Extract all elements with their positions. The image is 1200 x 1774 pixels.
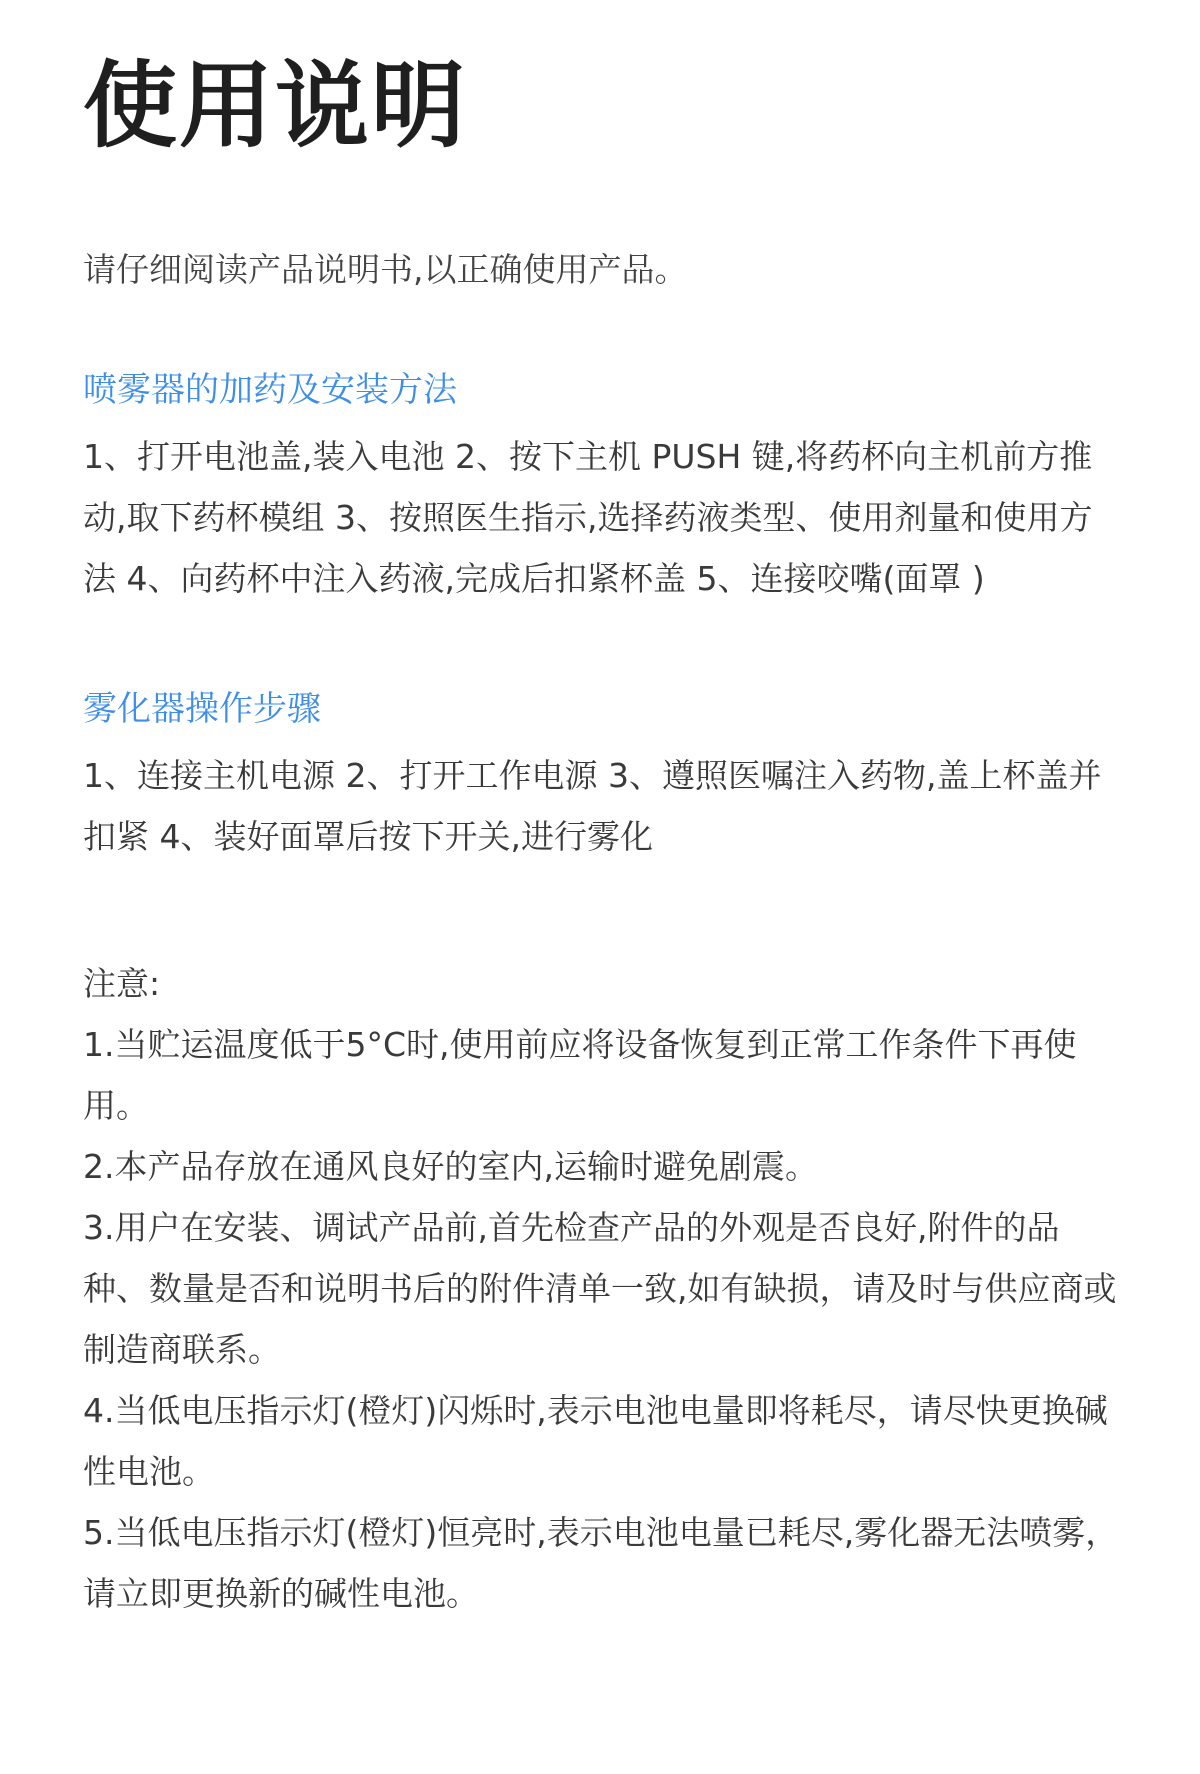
note-item: 2.本产品存放在通风良好的室内,运输时避免剧震。 [83, 1147, 818, 1186]
install-section-heading: 喷雾器的加药及安装方法 [83, 370, 457, 410]
operation-section-heading: 雾化器操作步骤 [83, 689, 321, 729]
note-item: 4.当低电压指示灯(橙灯)闪烁时,表示电池电量即将耗尽，请尽快更换碱性电池。 [83, 1391, 1108, 1491]
note-item: 1.当贮运温度低于5°C时,使用前应将设备恢复到正常工作条件下再使用。 [83, 1025, 1077, 1125]
notes-list [83, 1014, 1120, 1624]
install-section-body: 1、打开电池盖,装入电池 2、按下主机 PUSH 键,将药杯向主机前方推动,取下药杯模组 3、按照医生指示,选择药液类型、使用剂量和使用方法 4、向药杯中注入药液,完成后扣紧杯盖 5、连接咬嘴(面罩 ) [83, 437, 1093, 598]
intro-text: 请仔细阅读产品说明书,以正确使用产品。 [83, 250, 688, 289]
notes-section [83, 953, 1120, 1624]
note-item: 5.当低电压指示灯(橙灯)恒亮时,表示电池电量已耗尽,雾化器无法喷雾，请立即更换新的碱性电池。 [83, 1513, 1119, 1613]
notes-title: 注意: [83, 964, 161, 1003]
page-title: 使用说明 [83, 52, 468, 161]
note-item: 3.用户在安装、调试产品前,首先检查产品的外观是否良好,附件的品种、数量是否和说明书后的附件清单一致,如有缺损，请及时与供应商或制造商联系。 [83, 1208, 1117, 1369]
operation-section-body: 1、连接主机电源 2、打开工作电源 3、遵照医嘱注入药物,盖上杯盖并扣紧 4、装好面罩后按下开关,进行雾化 [83, 756, 1102, 856]
